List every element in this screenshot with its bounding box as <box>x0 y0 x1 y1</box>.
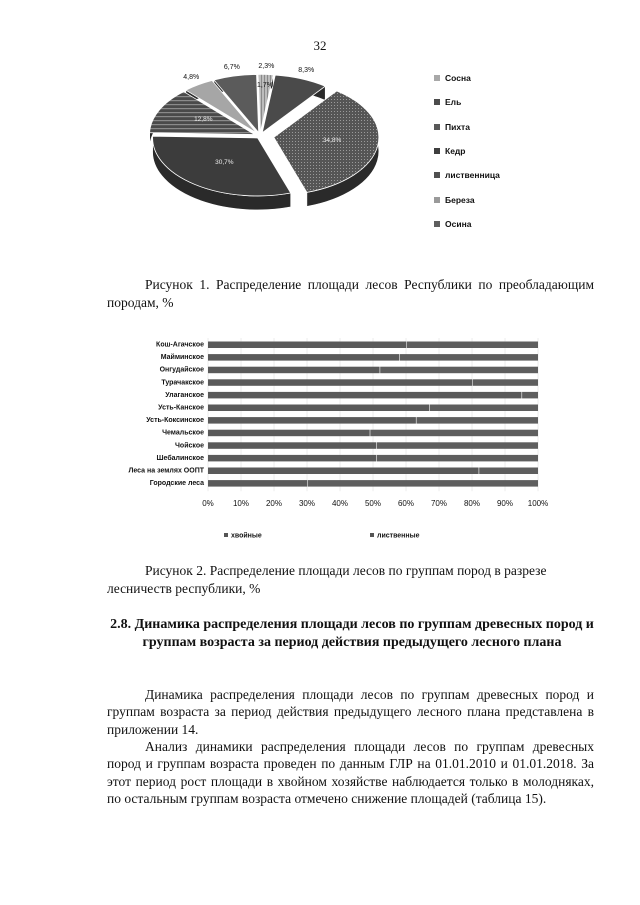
legend-label: Ель <box>445 97 462 108</box>
x-tick-label: 80% <box>463 499 481 508</box>
section-heading: 2.8. Динамика распределения площади лесов по группам древесных пород и группам возраста за период действия предыдущего лесного плана <box>110 617 594 650</box>
bar-segment-listvennye <box>473 379 538 386</box>
legend-label: хвойные <box>231 532 262 540</box>
legend-item <box>434 115 500 139</box>
legend-swatch <box>434 197 440 203</box>
bar-segment-listvennye <box>479 468 538 475</box>
category-label: Городские леса <box>149 480 204 488</box>
legend-label: Пихта <box>445 121 470 132</box>
category-label: Онгудайское <box>159 366 204 374</box>
legend-label: Сосна <box>445 73 471 84</box>
pie-slice-4 <box>153 136 291 196</box>
x-tick-label: 50% <box>364 499 382 508</box>
figure2-caption: Рисунок 2. Распределение площади лесов по группам пород в разрезе лесничеств республики, % <box>107 563 547 596</box>
legend-label: Кедр <box>445 146 466 157</box>
bar-segment-hvoynye <box>208 455 376 462</box>
bar-segment-hvoynye <box>208 480 307 487</box>
bar-segment-listvennye <box>407 342 538 349</box>
category-label: Чемальское <box>162 429 204 437</box>
pie-legend <box>434 66 500 236</box>
bar-chart-svg <box>100 330 550 550</box>
x-tick-label: 70% <box>430 499 448 508</box>
x-tick-label: 10% <box>232 499 250 508</box>
pie-chart-svg <box>150 68 390 218</box>
pie-value-label: 6,7% <box>223 64 240 72</box>
legend-swatch <box>434 148 440 154</box>
legend-item <box>434 90 500 114</box>
category-label: Чойское <box>175 442 204 450</box>
bar-segment-hvoynye <box>208 354 399 361</box>
bar-segment-hvoynye <box>208 379 472 386</box>
legend-item <box>434 163 500 187</box>
pie-value-label: 2,3% <box>258 62 275 70</box>
x-tick-label: 40% <box>331 499 349 508</box>
x-tick-label: 20% <box>265 499 283 508</box>
bar-segment-listvennye <box>370 430 538 437</box>
pie-value-label: 4,8% <box>183 74 200 81</box>
bar-segment-listvennye <box>400 354 538 361</box>
bar-segment-listvennye <box>377 442 538 449</box>
category-label: Усть-Канское <box>158 404 204 412</box>
bar-segment-listvennye <box>430 405 538 412</box>
bar-segment-hvoynye <box>208 342 406 349</box>
bar-segment-hvoynye <box>208 468 479 475</box>
paragraph-2: Анализ динамики распределения площади лесов по группам древесных пород и группам возраста проведен по данным ГЛР на 01.01.2010 и 01.01.2018. За этот период рост площади в хвойном хозяйстве наблюдается только в молодняках, по остальным группам возраста отмечено снижение площадей (таблица 15). <box>107 739 594 807</box>
bar-segment-listvennye <box>308 480 538 487</box>
legend-item <box>434 212 500 236</box>
legend-label: лиственница <box>445 170 500 181</box>
category-label: Усть-Коксинское <box>146 417 204 425</box>
pie-value-label: 34,8% <box>322 137 342 145</box>
x-tick-label: 90% <box>496 499 514 508</box>
category-label: Леса на землях ООПТ <box>128 467 204 475</box>
legend-item <box>434 66 500 90</box>
x-tick-label: 0% <box>202 499 214 508</box>
x-tick-label: 60% <box>397 499 415 508</box>
x-tick-label: 30% <box>298 499 316 508</box>
legend-swatch <box>434 172 440 178</box>
legend-item <box>434 187 500 211</box>
legend-label: Береза <box>445 194 475 205</box>
legend-label: лиственные <box>377 532 420 540</box>
pie-value-label: 12,8% <box>194 116 213 124</box>
legend-swatch <box>434 99 440 105</box>
category-label: Турачакское <box>161 379 204 387</box>
pie-value-label: 30,7% <box>215 158 234 166</box>
bar-segment-listvennye <box>522 392 538 399</box>
legend-swatch <box>224 533 228 537</box>
bar-segment-hvoynye <box>208 405 429 412</box>
bar-chart <box>100 330 550 550</box>
pie-extra-label: 1,7% <box>257 82 273 89</box>
category-label: Улаганское <box>165 391 204 399</box>
bar-segment-listvennye <box>380 367 538 374</box>
bar-segment-listvennye <box>417 417 539 424</box>
bar-segment-hvoynye <box>208 367 380 374</box>
figure1-caption: Рисунок 1. Распределение площади лесов Республики по преобладающим породам, % <box>107 277 594 310</box>
category-label: Шебалинское <box>156 454 204 462</box>
category-label: Кош-Агачское <box>156 341 204 349</box>
legend-swatch <box>370 533 374 537</box>
bar-segment-listvennye <box>377 455 538 462</box>
pie-value-label: 8,3% <box>298 67 315 75</box>
page-number: 32 <box>313 38 327 53</box>
legend-label: Осина <box>445 218 472 229</box>
legend-swatch <box>434 75 440 81</box>
legend-swatch <box>434 124 440 130</box>
bar-segment-hvoynye <box>208 417 416 424</box>
x-tick-label: 100% <box>527 499 549 508</box>
legend-swatch <box>434 221 440 227</box>
paragraph-1: Динамика распределения площади лесов по группам древесных пород и группам возраста за период действия предыдущего лесного плана представлена в приложении 14. <box>107 687 594 737</box>
bar-segment-hvoynye <box>208 430 370 437</box>
bar-segment-hvoynye <box>208 392 522 399</box>
pie-chart <box>150 62 390 218</box>
bar-segment-hvoynye <box>208 442 376 449</box>
legend-item <box>434 139 500 163</box>
category-label: Майминское <box>160 354 204 362</box>
